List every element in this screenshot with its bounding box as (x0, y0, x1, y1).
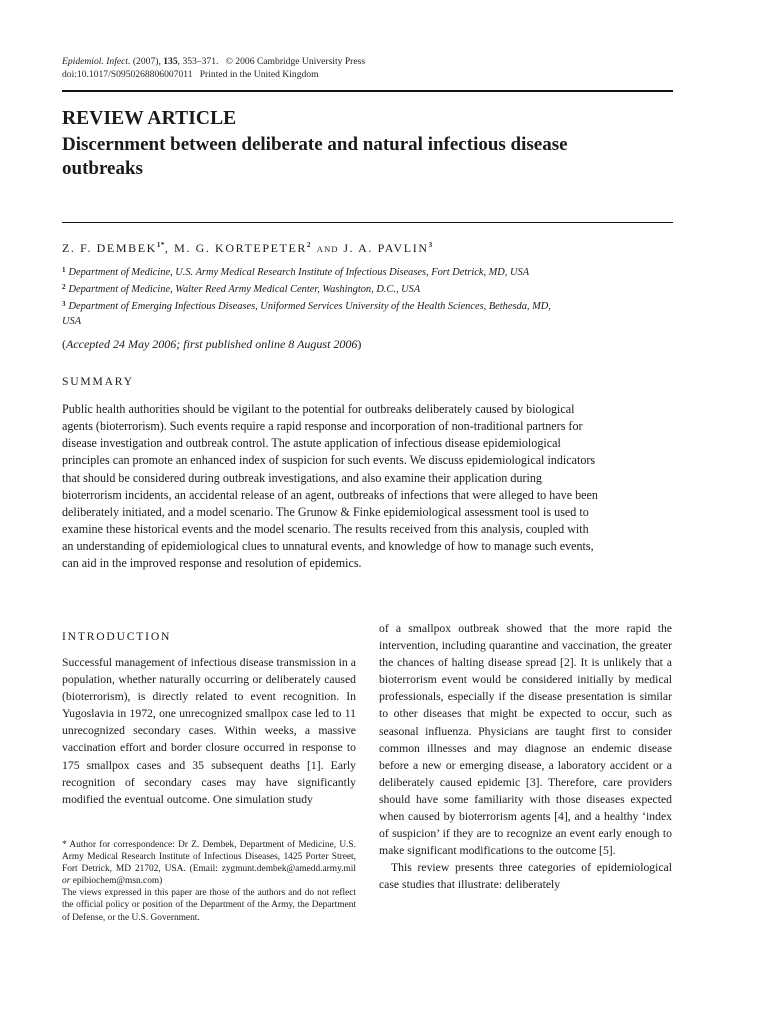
author-2: M. G. KORTEPETER (174, 241, 308, 255)
author-3: J. A. PAVLIN (343, 241, 429, 255)
journal-pages: , 353–371. (177, 56, 219, 67)
affiliation-2-num: 2 (62, 283, 66, 292)
author-1-affil: 1* (156, 241, 165, 249)
introduction-right-column (379, 620, 672, 894)
accepted-text: Accepted 24 May 2006; first published online 8 August 2006 (66, 337, 358, 351)
author-list: Z. F. $DEMBEK^{1*}$, M. G. KORTEPETER$^2$ AND J. A. PAVLIN$^3$ (62, 241, 434, 255)
article-kicker: REVIEW ARTICLE (62, 108, 237, 129)
journal-printed: Printed in the United Kingdom (199, 69, 319, 80)
introduction-heading: INTRODUCTION (62, 630, 172, 643)
introduction-right-paragraph-1: of a smallpox outbreak showed that the more rapid the intervention, including quarantine and vaccination, the greater the chances of halting disease spread [2]. It is unlikely that a bioterrorism event would be considered initially by medical professionals, especially if the disease presentation is similar to other diseases that might be expected to occur, such as seasonal influenza. Physicians are taught first to consider common illnesses and may diagnose an endemic disease before a new or emerging disease, a laboratory accident or a deliberately caused epidemic [3]. Therefore, care providers should have some familiarity with those diseases expected when caused by bioterrorism agents [4], and a healthy ‘index of suspicion’ if they are to recognize an event early enough to make significant modifications to the outcome [5]. (379, 622, 672, 858)
affiliation-1-num: 1 (62, 266, 66, 274)
journal-doi: doi:10.1017/S0950268806007011 (62, 69, 193, 80)
affiliation-3-text: Department of Emerging Infectious Diseases, Uniformed Services University of the Health Sciences, Bethesda, MD, USA (62, 301, 551, 327)
journal-copyright: © 2006 Cambridge University Press (225, 56, 366, 67)
affiliation-3 (62, 297, 562, 328)
summary-text: Public health authorities should be vigilant to the potential for outbreaks deliberately caused by biological agents (bioterrorism). Such events require a rapid response and incorporation of non-traditional partners for disease investigation and outbreak control. The astute application of infectious disease epidemiological principles can promote an enhanced index of suspicion for such events. We discuss epidemiological indicators that should be considered during outbreak investigations, and also examine their application during bioterrorism incidents, an accidental release of an agent, outbreaks of infections that were alleged to have been deliberately initiated, and a model scenario. The Grunow & Finke epidemiological assessment tool is used to examine these historical events and the model scenario. The results received from this analysis, coupled with an understanding of epidemiological clues to unnatural events, and knowledge of how to manage such events, can aid in the improved response and resolution of epidemics. (62, 402, 598, 571)
author-1: Z. F. DEMBEK (62, 241, 157, 255)
header-rule (62, 90, 673, 92)
affiliation-1-text: Department of Medicine, U.S. Army Medical Research Institute of Infectious Diseases, Fort Detrick, MD, USA (68, 267, 530, 278)
author-and: AND (316, 244, 339, 254)
author-2-affil: 2 (307, 241, 313, 249)
affiliation-2 (62, 280, 673, 297)
footnote-disclaimer: The views expressed in this paper are those of the authors and do not reflect the official policy or position of the Department of the Army, the Department of Defense, or the U.S. Government. (62, 888, 356, 923)
affiliation-1 (62, 263, 673, 280)
title-rule (62, 222, 673, 223)
footnote-correspondence-1: * Author for correspondence: Dr Z. Dembek, Department of Medicine, U.S. Army Medical Research Institute of Infectious Diseases, 1425 Porter Street, Fort Detrick, MD 21702, USA. (Email: zygmunt.dembek@amedd.army.mil (62, 840, 356, 875)
affiliation-3-num: 3 (62, 300, 66, 309)
footnote-or: or (62, 876, 71, 887)
summary-heading: SUMMARY (62, 375, 134, 388)
introduction-right-paragraph-2: This review presents three categories of epidemiological case studies that illustrate: deliberately (379, 861, 672, 892)
journal-year: (2007), (130, 56, 164, 67)
affiliation-list (62, 263, 673, 329)
journal-volume: 135 (163, 56, 178, 67)
journal-citation-line (62, 55, 622, 68)
article-title: Discernment between deliberate and natural infectious disease outbreaks (62, 134, 568, 179)
journal-doi-line (62, 68, 622, 81)
footnote-correspondence-2: epibiochem@msn.com) (72, 876, 163, 887)
footnote-correspondence (62, 839, 356, 887)
journal-name: Epidemiol. Infect. (62, 56, 131, 67)
footnote (62, 839, 356, 924)
author-3-affil: 3 (428, 241, 434, 249)
journal-header (62, 55, 622, 81)
introduction-left-column: Successful management of infectious disease transmission in a population, whether naturally occurring or deliberately caused (bioterrorism), is directly related to event recognition. In Yugoslavia in 1972, one unrecognized smallpox case led to 11 unrecognized secondary cases. Within weeks, a massive vaccination effort and border closure occurred in response to 175 smallpox cases and 35 subsequent deaths [1]. Early recognition of secondary cases may have significantly modified the eventual outcome. One simulation study (62, 656, 356, 806)
affiliation-2-text: Department of Medicine, Walter Reed Army Medical Center, Washington, D.C., USA (68, 284, 421, 296)
accepted-dates: (Accepted 24 May 2006; first published online 8 August 2006) (62, 337, 362, 351)
